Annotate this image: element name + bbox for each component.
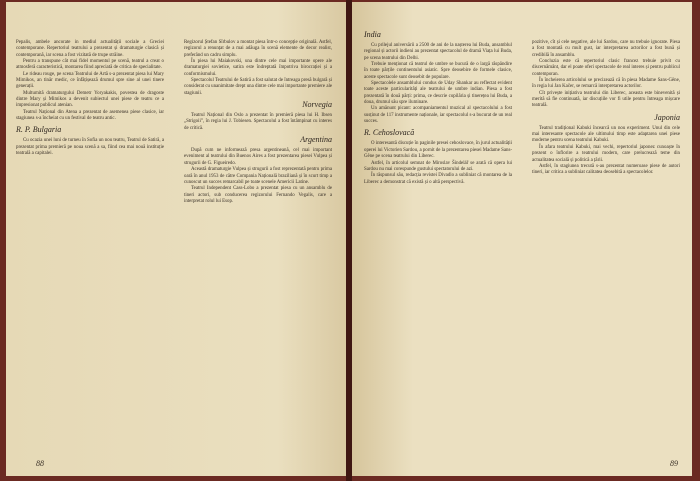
left-page bbox=[6, 2, 346, 476]
paragraph: Teatrul Național din Oslo a prezentat în premieră piesa lui H. Ibsen „Strigoii”, în regia lui J. Tobiesen. Spectacolul a fost întâmpinat cu interes de critică. bbox=[184, 113, 332, 131]
paragraph: Această dramaturgie Vulpea și strugurii a fost reprezentată pentru prima oară în anul 1953 de către Compania Națională braziliană și în scurt timp a cunoscut un succes remarcabil pe toate scenele Americii Latine. bbox=[184, 167, 332, 185]
page-number-left: 88 bbox=[36, 459, 44, 468]
paragraph: O interesantă discuție în paginile presei cehoslovace, în jurul actualității operei lui Victorien Sardou, a pornit de la prezentarea piesei Madame Sans-Gêne pe scena teatrului din Liberec. bbox=[364, 141, 512, 160]
paragraph: Le rideau rouge, pe scena Teatrului de Artă s-a prezentat piesa lui Mary Mimikos, an tinăr medic, ce înfățișează drumul spre sine al unei tinere generații. bbox=[16, 71, 164, 90]
paragraph: În afara teatrului Kabuki, mai vechi, repertoriul japonez cunoaște în prezent o înflorire a teatrului modern, care prelucrează teme din actualitatea socială și politică a țării. bbox=[532, 144, 680, 163]
paragraph: Cît privește inițiativa teatrului din Liberec, aceasta este binevenită și merită să fie continuată, iar discuțiile vor fi utile pentru întreaga mișcare teatrală. bbox=[532, 90, 680, 109]
paragraph: Teatrul Independent Cass-Lobo a prezentat piesa cu un ansamblu de tineri actori, sub conducerea regizorului Fernando Vegalis, care a interpretat rolul lui Esop. bbox=[184, 186, 332, 204]
paragraph: Cu prilejul aniversării a 2500 de ani de la nașterea lui Buda, ansamblul regional și actorii indieni au prezentat spectacolul de dramă Viața lui Buda, pe scena teatrului din Delhi. bbox=[364, 43, 512, 61]
section-heading-bulgaria: R. P. Bulgaria bbox=[16, 125, 62, 135]
section-heading-norvegia: Norvegia bbox=[302, 100, 332, 110]
left-column-2 bbox=[184, 40, 332, 205]
paragraph: Multumită dramaturgului Demetr Yoryakakis, povestea de dragoste dintre Mary și Mimikos a devenit subiectul unei piese de teatru ce a impresionat publicul atenian. bbox=[16, 90, 164, 109]
section-heading-argentina: Argentina bbox=[300, 135, 332, 145]
right-column-1 bbox=[364, 30, 512, 186]
paragraph: pozitive, cît și cele negative, ale lui Sardou, care nu trebuie ignorate. Piesa a fost montată cu mult gust, iar interpretarea actorilor a fost bună și credibilă în ansamblu. bbox=[532, 40, 680, 58]
section-heading-japonia: Japonia bbox=[654, 112, 680, 122]
section-heading-india: India bbox=[364, 30, 381, 39]
paragraph: Pentru a transpune cât mai fidel momentul pe scenă, teatrul a creat o atmosferă caracteristică, montarea fiind apreciată de critica de specialitate. bbox=[16, 59, 164, 71]
paragraph: În răspunsul său, redacția revistei Divadlo a subliniat că montarea de la Liberec a demonstrat că există și o altă perspectivă. bbox=[364, 173, 512, 185]
right-page bbox=[352, 2, 692, 476]
page-number-right: 89 bbox=[670, 459, 678, 468]
paragraph: Trebuie menționat că teatrul de umbre se bucură de o largă răspândire în toate părțile continentului asiatic. Spre deosebire de formele clasice, aceste spectacole sunt deosebit de populare. bbox=[364, 62, 512, 80]
paragraph: Cu ocazia unei luni de turneu în Sofia un nou teatru, Teatrul de Satiră, a prezentat prima premieră pe noua scenă a sa, fiind cea mai nouă instituție teatrală a capitalei. bbox=[16, 138, 164, 157]
paragraph: Astfel, în stagiunea trecută s-au prezentat numeroase piese de autori tineri, iar critica a subliniat calitatea deosebită a spectacolelor. bbox=[532, 163, 680, 176]
paragraph: Spectacolele ansamblului condus de Uday Shankar au reflectat evident toate aceste particularități ale teatrului de umbre indian. Piesa a fost prezentată în două părți: prima, ce descrie copilăria și tinerețea lui Buda, a doua, drumul său spre iluminare. bbox=[364, 81, 512, 106]
left-column-1 bbox=[16, 40, 164, 158]
section-heading-cehoslovacia: R. Cehoslovacă bbox=[364, 128, 415, 138]
paragraph: Regizorul Ștefan Sîrbulov a montat piesa într-o concepție originală. Astfel, regizorul a renunțat de a mai adăuga în scenă elemente de decor realist, preferând un cadru simplu. bbox=[184, 40, 332, 58]
paragraph: Teatrul Național din Atena a prezentat de asemenea piese clasice, iar stagiunea s-a încheiat cu un festival de teatru antic. bbox=[16, 109, 164, 122]
paragraph: Concluzia este că repertoriul clasic francez trebuie privit cu discernământ, dar el poate oferi spectacole de real interes și pentru publicul contemporan. bbox=[532, 59, 680, 77]
paragraph: Spectacolul Teatrului de Satiră a fost salutat de întreaga presă bulgară și considerat cu unanimitate drept una dintre cele mai importante premiere ale stagiunii. bbox=[184, 78, 333, 96]
right-column-2 bbox=[532, 40, 680, 177]
paragraph: În încheierea articolului se precizează că în piesa Madame Sans-Gêne, în regia lui Jan Kačer, se remarcă interpretarea actorilor. bbox=[532, 78, 680, 90]
paragraph: Teatrul tradițional Kabuki încearcă un nou experiment. Unul din cele mai interesante spectacole ale ultimului timp este adaptarea unei piese moderne pentru scena teatrului Kabuki. bbox=[532, 125, 680, 144]
paragraph: Astfel, în articolul semnat de Miroslav Šindelář se arată că opera lui Sardou nu mai corespunde gustului spectatorului de azi. bbox=[364, 160, 512, 172]
paragraph: După cum ne informează presa argentineană, cel mai important eveniment al teatrului din Buenos Aires a fost prezentarea piesei Vulpea și strugurii de G. Figueiredo. bbox=[184, 148, 332, 166]
paragraph: Pepalis, ambele ancorate in mediul actualității sociale a Greciei contemporane. Repertoriul teatrului a prezentat și dramaturgie clasică și contemporană, iar scena a fost vizitată de trupe străine. bbox=[16, 40, 164, 58]
paragraph: Un amănunt picant: acompaniamentul muzical al spectacolului a fost susținut de 117 instrumente naționale, iar spectacolul s-a bucurat de un real succes. bbox=[364, 106, 512, 125]
paragraph: În piesa lui Maiakovski, una dintre cele mai importante opere ale dramaturgiei sovietice, satira este îndreptată împotriva birocrației și a conformismului. bbox=[184, 59, 332, 77]
